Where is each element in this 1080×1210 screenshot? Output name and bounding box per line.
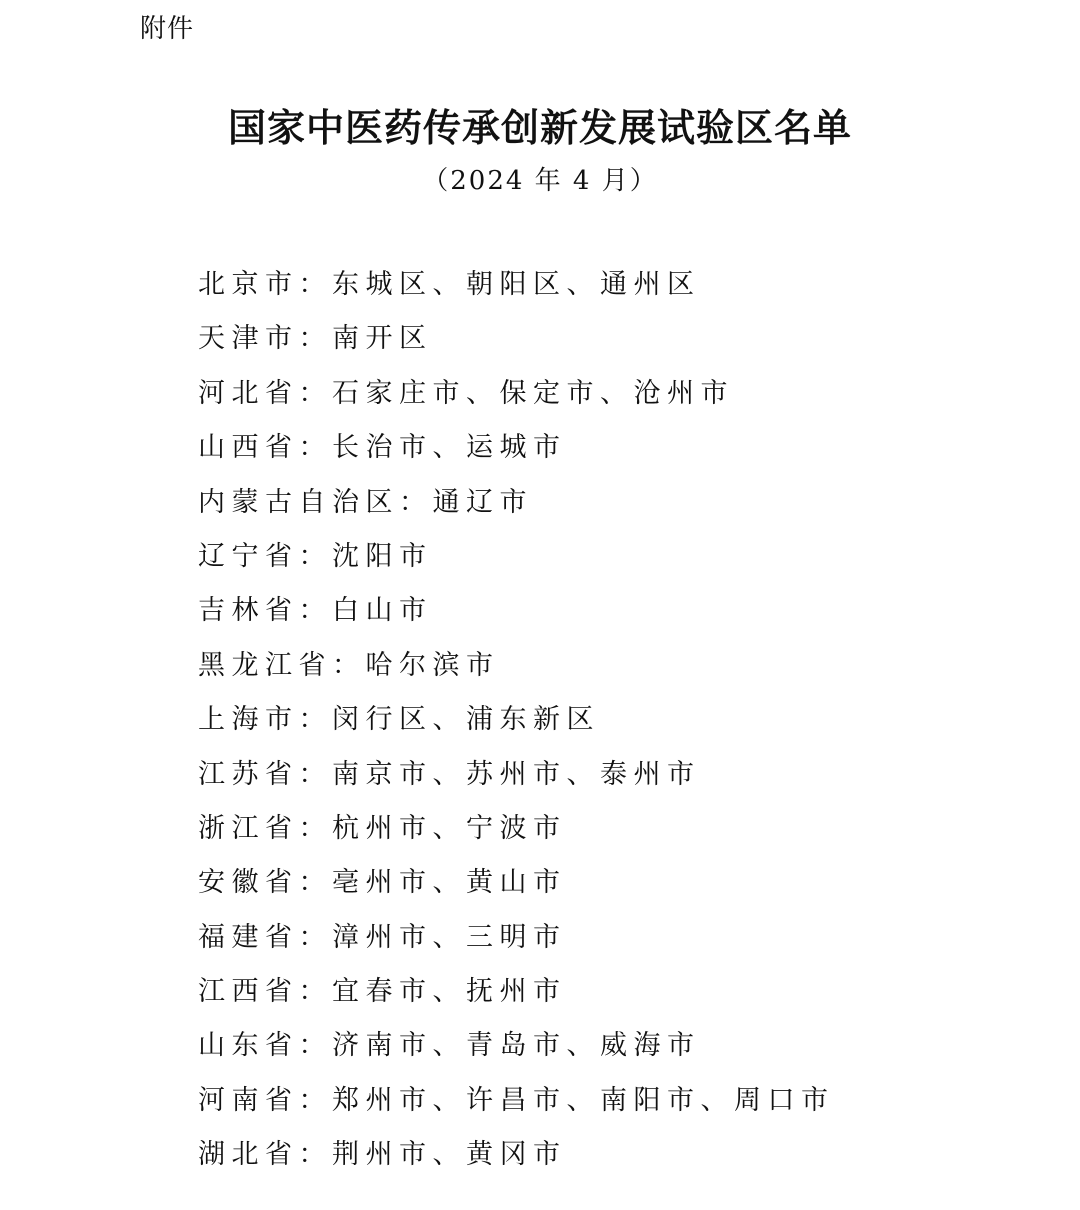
region-item	[198, 591, 835, 645]
city-list: 杭州市、宁波市	[332, 812, 567, 844]
document-title: 国家中医药传承创新发展试验区名单	[227, 106, 852, 150]
separator: ：	[298, 1030, 332, 1062]
province-name: 天津市	[198, 323, 299, 355]
region-item	[198, 809, 835, 863]
separator: ：	[298, 812, 332, 844]
province-name: 江西省	[198, 976, 299, 1008]
separator: ：	[298, 540, 332, 572]
region-item	[198, 265, 835, 319]
province-name: 山东省	[198, 1030, 299, 1062]
province-name: 福建省	[198, 921, 299, 953]
region-item	[198, 1026, 835, 1080]
province-name: 安徽省	[198, 867, 299, 899]
city-list: 白山市	[332, 595, 433, 627]
separator: ：	[298, 704, 332, 736]
province-name: 黑龙江省	[198, 649, 332, 681]
region-item	[198, 755, 835, 809]
province-name: 北京市	[198, 269, 299, 300]
city-list: 宜春市、抚州市	[332, 976, 567, 1008]
province-name: 浙江省	[198, 812, 299, 844]
separator: ：	[298, 976, 332, 1008]
city-list: 哈尔滨市	[365, 649, 500, 681]
region-item	[198, 646, 835, 700]
province-name: 内蒙古自治区	[198, 486, 399, 518]
attachment-label: 附件	[140, 14, 195, 44]
province-name: 河北省	[198, 377, 299, 409]
region-item	[198, 863, 835, 917]
city-list: 石家庄市、保定市、沧州市	[332, 377, 734, 409]
city-list: 郑州市、许昌市、南阳市、周口市	[332, 1084, 835, 1116]
region-item	[198, 374, 835, 428]
separator: ：	[332, 649, 366, 681]
city-list: 济南市、青岛市、威海市	[332, 1030, 701, 1062]
city-list: 漳州市、三明市	[332, 921, 567, 953]
city-list: 沈阳市	[332, 540, 433, 572]
separator: ：	[298, 921, 332, 953]
document-subtitle: （2024 年 4 月）	[422, 166, 658, 196]
province-name: 山西省	[198, 432, 299, 464]
separator: ：	[298, 595, 332, 627]
separator: ：	[298, 1139, 332, 1171]
separator: ：	[399, 486, 433, 518]
region-item	[198, 1135, 835, 1189]
city-list: 通辽市	[432, 486, 533, 518]
separator: ：	[298, 758, 332, 790]
region-item	[198, 537, 835, 591]
region-item	[198, 972, 835, 1026]
separator: ：	[298, 867, 332, 899]
city-list: 南开区	[332, 323, 433, 355]
province-name: 湖北省	[198, 1139, 299, 1171]
separator: ：	[298, 323, 332, 355]
city-list: 荆州市、黄冈市	[332, 1139, 567, 1171]
region-item	[198, 700, 835, 754]
city-list: 闵行区、浦东新区	[332, 704, 600, 736]
province-name: 江苏省	[198, 758, 299, 790]
separator: ：	[298, 269, 332, 300]
province-name: 吉林省	[198, 595, 299, 627]
province-name: 上海市	[198, 704, 299, 736]
city-list: 亳州市、黄山市	[332, 867, 567, 899]
city-list: 长治市、运城市	[332, 432, 567, 464]
province-name: 河南省	[198, 1084, 299, 1116]
separator: ：	[298, 1084, 332, 1116]
region-item	[198, 319, 835, 373]
city-list: 东城区、朝阳区、通州区	[332, 269, 701, 300]
region-item	[198, 918, 835, 972]
separator: ：	[298, 377, 332, 409]
region-item	[198, 428, 835, 482]
province-name: 辽宁省	[198, 540, 299, 572]
region-item	[198, 483, 835, 537]
region-item	[198, 1081, 835, 1135]
separator: ：	[298, 432, 332, 464]
region-list	[198, 265, 835, 1190]
city-list: 南京市、苏州市、泰州市	[332, 758, 701, 790]
